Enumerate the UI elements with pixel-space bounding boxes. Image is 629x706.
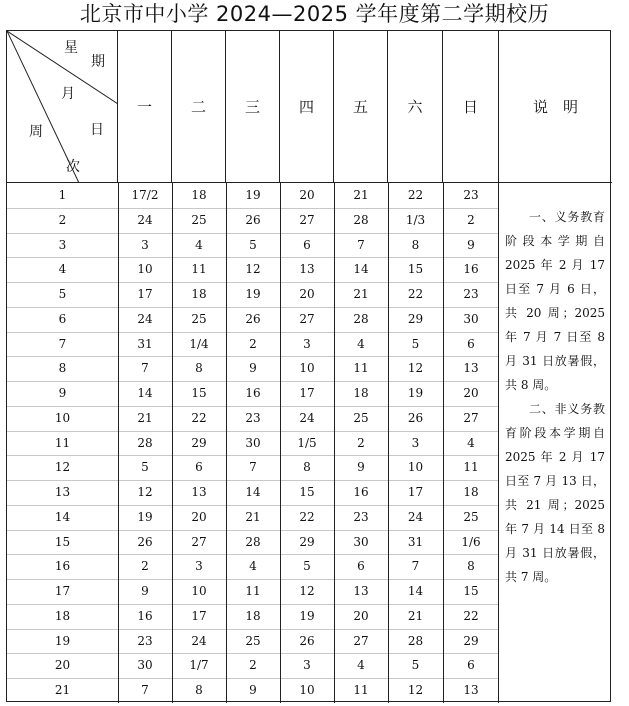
day-cell: 15	[407, 262, 424, 276]
divider	[118, 183, 119, 703]
day-cell: 18	[245, 609, 261, 623]
day-cell: 6	[467, 337, 475, 351]
corner-label-ci: 次	[66, 159, 80, 175]
day-cell: 15	[191, 386, 207, 400]
day-cell: 30	[245, 436, 261, 450]
day-cell: 14	[407, 584, 424, 598]
day-cell: 10	[407, 460, 424, 474]
day-cell: 12	[407, 683, 424, 697]
day-cell: 3	[303, 658, 311, 672]
day-cell: 20	[191, 510, 207, 524]
day-cell: 22	[407, 188, 424, 202]
day-cell: 16	[353, 485, 369, 499]
week-number-cell: 17	[54, 584, 71, 598]
day-cell: 30	[463, 312, 479, 326]
day-cell: 19	[407, 386, 424, 400]
day-cell: 22	[191, 411, 207, 425]
day-cell: 25	[353, 411, 369, 425]
day-cell: 22	[463, 609, 479, 623]
day-cell: 9	[357, 460, 365, 474]
week-number-cell: 18	[54, 609, 71, 623]
day-cell: 11	[191, 262, 207, 276]
week-number-cell: 2	[58, 213, 67, 227]
divider	[280, 183, 281, 703]
header-notes: 说 明	[499, 31, 612, 183]
day-cell: 11	[463, 460, 479, 474]
day-cell: 12	[245, 262, 261, 276]
day-cell: 2	[141, 559, 149, 573]
day-cell: 26	[245, 213, 261, 227]
day-cell: 13	[463, 361, 479, 375]
day-cell: 22	[299, 510, 315, 524]
day-cell: 19	[245, 188, 261, 202]
divider	[388, 183, 389, 703]
week-number-cell: 15	[54, 535, 71, 549]
day-cell: 1/4	[189, 337, 209, 351]
day-cell: 24	[137, 312, 153, 326]
day-cell: 5	[141, 460, 149, 474]
week-number-cell: 7	[58, 337, 67, 351]
page-title: 北京市中小学 2024—2025 学年度第二学期校历	[79, 2, 550, 26]
day-cell: 5	[249, 238, 257, 252]
day-cell: 29	[463, 634, 479, 648]
day-cell: 1/6	[461, 535, 481, 549]
week-number-cell: 16	[54, 559, 71, 573]
day-cell: 5	[411, 658, 420, 672]
day-cell: 10	[299, 361, 315, 375]
divider	[443, 183, 444, 703]
day-cell: 30	[353, 535, 369, 549]
day-cell: 14	[353, 262, 369, 276]
day-cell: 2	[249, 658, 257, 672]
day-cell: 31	[137, 337, 153, 351]
week-number-cell: 5	[58, 287, 67, 301]
day-cell: 27	[299, 312, 315, 326]
day-cell: 17/2	[131, 188, 159, 202]
day-cell: 11	[353, 361, 369, 375]
notes-cell	[499, 183, 611, 703]
note-compulsory: 一、义务教育阶段本学期自 2025 年 2 月 17 日至 7 月 6 日，共 20 周；2025 年 7 月 7 日至 8 月 31 日放暑假，共 8 周。	[505, 210, 605, 392]
day-cell: 16	[245, 386, 261, 400]
day-cell: 24	[137, 213, 153, 227]
day-cell: 28	[245, 535, 261, 549]
week-number-cell: 1	[58, 188, 67, 202]
day-cell: 21	[245, 510, 261, 524]
day-cell: 15	[463, 584, 479, 598]
day-cell: 9	[467, 238, 475, 252]
day-cell: 1/5	[297, 436, 317, 450]
divider	[172, 183, 173, 703]
day-cell: 28	[407, 634, 424, 648]
day-cell: 5	[303, 559, 311, 573]
day-cell: 6	[303, 238, 311, 252]
day-cell: 22	[407, 287, 424, 301]
day-cell: 25	[463, 510, 479, 524]
day-cell: 7	[141, 361, 149, 375]
day-cell: 11	[353, 683, 369, 697]
day-cell: 23	[463, 188, 479, 202]
day-cell: 10	[299, 683, 315, 697]
day-cell: 12	[137, 485, 153, 499]
day-cell: 9	[249, 361, 257, 375]
day-cell: 17	[137, 287, 153, 301]
day-cell: 8	[195, 361, 203, 375]
day-cell: 15	[299, 485, 315, 499]
day-cell: 9	[141, 584, 149, 598]
day-cell: 25	[191, 213, 207, 227]
header-weekday-tue: 二	[172, 31, 226, 183]
day-cell: 23	[245, 411, 261, 425]
day-cell: 2	[249, 337, 257, 351]
header-weekday-mon: 一	[118, 31, 172, 183]
day-cell: 11	[245, 584, 261, 598]
note-noncompulsory: 二、非义务教育阶段本学期自 2025 年 2 月 17 日至 7 月 13 日，共 21 周；2025 年 7 月 14 日至 8 月 31 日放暑假，共 7 周。	[505, 402, 605, 584]
day-cell: 26	[137, 535, 153, 549]
header-weekday-thu: 四	[280, 31, 334, 183]
day-cell: 18	[463, 485, 479, 499]
day-cell: 3	[411, 436, 420, 450]
week-number-cell: 4	[58, 262, 67, 276]
day-cell: 17	[407, 485, 424, 499]
day-cell: 18	[353, 386, 369, 400]
week-number-cell: 10	[54, 411, 71, 425]
week-number-cell: 12	[54, 460, 71, 474]
day-cell: 3	[303, 337, 311, 351]
day-cell: 18	[191, 287, 207, 301]
day-cell: 7	[249, 460, 257, 474]
day-cell: 13	[191, 485, 207, 499]
day-cell: 4	[357, 337, 365, 351]
header-weekday-sat: 六	[388, 31, 443, 183]
day-cell: 14	[137, 386, 153, 400]
day-cell: 26	[245, 312, 261, 326]
header-weekday-wed: 三	[226, 31, 280, 183]
day-cell: 27	[191, 535, 207, 549]
day-cell: 2	[467, 213, 475, 227]
corner-label-zhou: 周	[29, 124, 43, 140]
day-cell: 23	[463, 287, 479, 301]
day-cell: 13	[353, 584, 369, 598]
divider	[334, 183, 335, 703]
day-cell: 30	[137, 658, 153, 672]
day-cell: 19	[245, 287, 261, 301]
week-number-cell: 6	[58, 312, 67, 326]
day-cell: 25	[191, 312, 207, 326]
week-number-cell: 19	[54, 634, 71, 648]
corner-label-yue: 月	[61, 86, 75, 102]
corner-label-ri: 日	[90, 122, 104, 138]
week-number-cell: 11	[54, 436, 71, 450]
week-number-cell: 21	[54, 683, 71, 697]
day-cell: 2	[357, 436, 365, 450]
day-cell: 31	[407, 535, 424, 549]
day-cell: 23	[137, 634, 153, 648]
day-cell: 7	[411, 559, 420, 573]
day-cell: 8	[411, 238, 420, 252]
day-cell: 21	[407, 609, 424, 623]
calendar-table	[6, 30, 611, 702]
header-corner-cell	[7, 31, 118, 183]
day-cell: 20	[299, 287, 315, 301]
day-cell: 16	[463, 262, 479, 276]
day-cell: 24	[407, 510, 424, 524]
day-cell: 1/3	[405, 213, 426, 227]
day-cell: 17	[191, 609, 207, 623]
day-cell: 19	[299, 609, 315, 623]
day-cell: 9	[249, 683, 257, 697]
day-cell: 21	[353, 287, 369, 301]
day-cell: 27	[463, 411, 479, 425]
day-cell: 7	[141, 683, 149, 697]
day-cell: 25	[245, 634, 261, 648]
day-cell: 28	[353, 213, 369, 227]
day-cell: 10	[137, 262, 153, 276]
week-number-cell: 8	[58, 361, 67, 375]
day-cell: 13	[463, 683, 479, 697]
divider	[226, 183, 227, 703]
day-cell: 14	[245, 485, 261, 499]
day-cell: 3	[195, 559, 203, 573]
day-cell: 29	[191, 436, 207, 450]
day-cell: 17	[299, 386, 315, 400]
day-cell: 8	[303, 460, 311, 474]
day-cell: 8	[195, 683, 203, 697]
week-number-cell: 20	[54, 658, 71, 672]
day-cell: 16	[137, 609, 153, 623]
header-weekday-fri: 五	[334, 31, 388, 183]
week-number-cell: 9	[58, 386, 67, 400]
day-cell: 29	[299, 535, 315, 549]
day-cell: 12	[407, 361, 424, 375]
day-cell: 5	[411, 337, 420, 351]
day-cell: 20	[463, 386, 479, 400]
corner-label-xing: 星	[64, 40, 78, 56]
day-cell: 12	[299, 584, 315, 598]
day-cell: 28	[353, 312, 369, 326]
day-cell: 4	[467, 436, 475, 450]
day-cell: 28	[137, 436, 153, 450]
day-cell: 1/7	[189, 658, 209, 672]
corner-label-qi: 期	[91, 54, 105, 70]
day-cell: 7	[357, 238, 365, 252]
week-number-cell: 13	[54, 485, 71, 499]
header-weekday-sun: 日	[443, 31, 499, 183]
day-cell: 21	[353, 188, 369, 202]
day-cell: 23	[353, 510, 369, 524]
day-cell: 26	[407, 411, 424, 425]
day-cell: 3	[141, 238, 149, 252]
day-cell: 6	[357, 559, 365, 573]
day-cell: 13	[299, 262, 315, 276]
day-cell: 4	[195, 238, 203, 252]
week-number-cell: 3	[58, 238, 67, 252]
day-cell: 6	[195, 460, 203, 474]
day-cell: 4	[357, 658, 365, 672]
day-cell: 27	[353, 634, 369, 648]
day-cell: 27	[299, 213, 315, 227]
day-cell: 6	[467, 658, 475, 672]
day-cell: 26	[299, 634, 315, 648]
day-cell: 10	[191, 584, 207, 598]
day-cell: 18	[191, 188, 207, 202]
day-cell: 20	[353, 609, 369, 623]
day-cell: 20	[299, 188, 315, 202]
day-cell: 4	[249, 559, 257, 573]
day-cell: 29	[407, 312, 424, 326]
day-cell: 21	[137, 411, 153, 425]
week-number-cell: 14	[54, 510, 71, 524]
day-cell: 19	[137, 510, 153, 524]
day-cell: 24	[191, 634, 207, 648]
day-cell: 24	[299, 411, 315, 425]
day-cell: 8	[467, 559, 475, 573]
